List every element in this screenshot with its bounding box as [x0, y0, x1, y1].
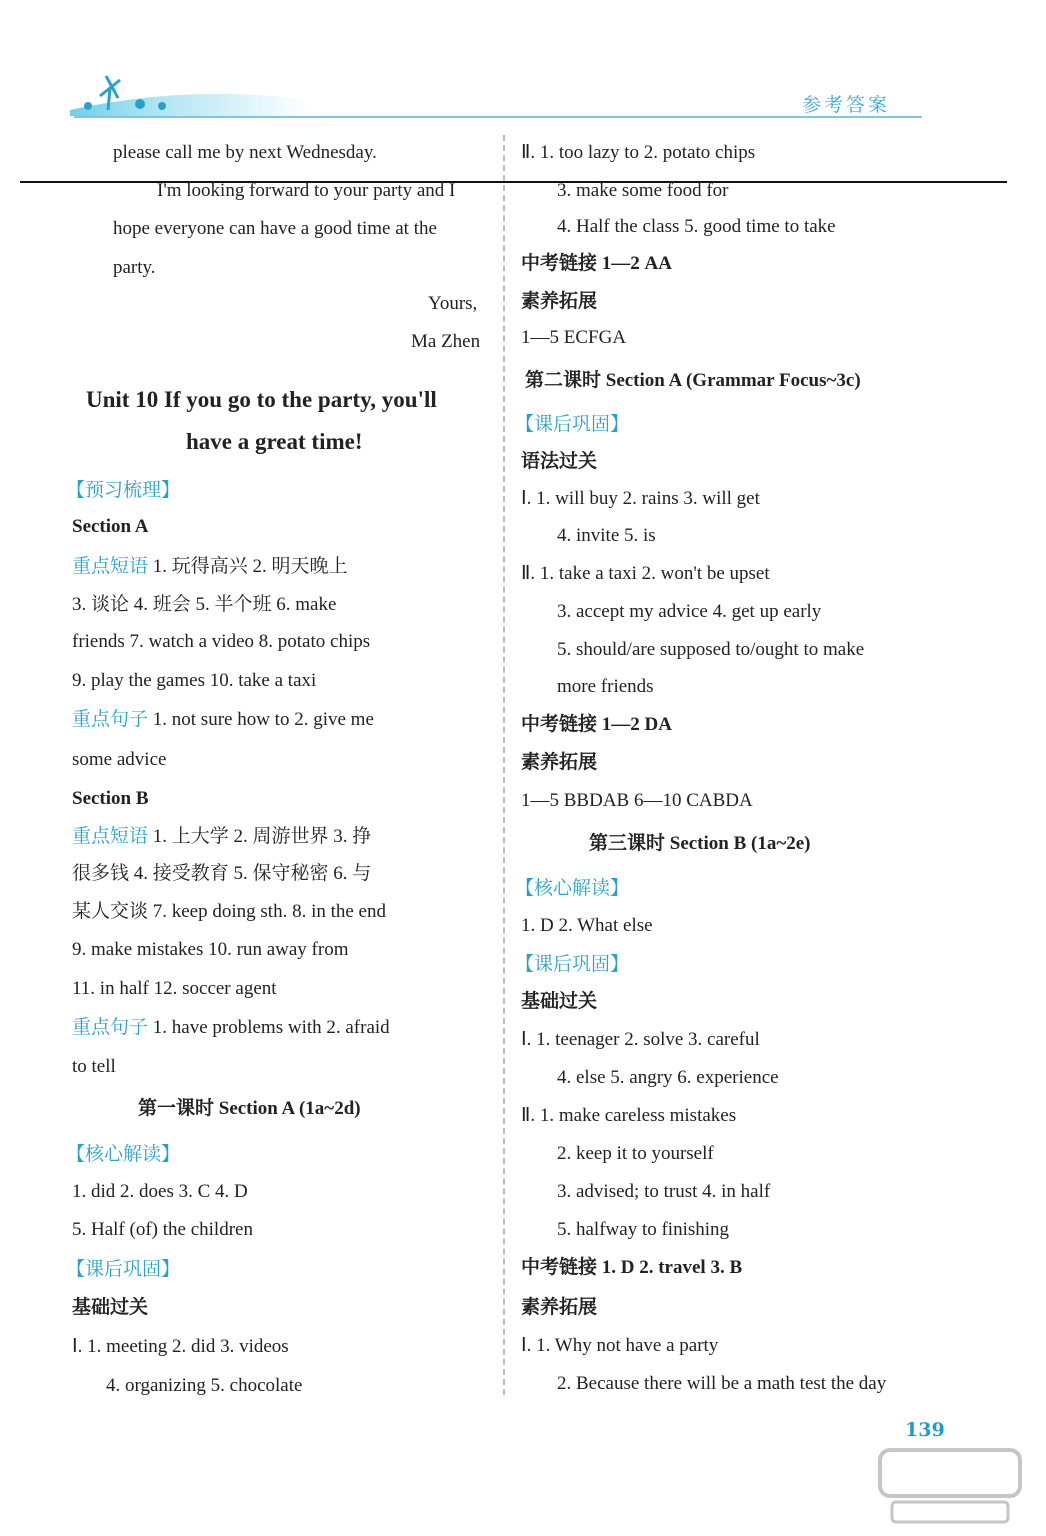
text-line	[72, 1218, 253, 1242]
text-line	[72, 1180, 248, 1204]
line-text: 第二课时 Section A (Grammar Focus~3c)	[525, 370, 861, 391]
text-line	[525, 369, 861, 393]
text-line	[138, 1097, 361, 1121]
line-text: Ma Zhen	[411, 331, 481, 352]
line-text: 1—5 BBDAB 6—10 CABDA	[521, 790, 753, 811]
text-line	[86, 388, 437, 412]
text-line	[72, 1296, 148, 1320]
line-text: 3. advised; to trust 4. in half	[557, 1181, 771, 1202]
text-line	[72, 630, 370, 654]
text-line	[515, 952, 629, 976]
text-line	[557, 600, 821, 624]
text-line	[157, 179, 455, 203]
text-line	[72, 900, 386, 924]
section-label: 重点句子	[72, 708, 149, 730]
line-text: 5. should/are supposed to/ought to make	[557, 639, 865, 660]
line-text: 【课后巩固】	[515, 953, 630, 975]
line-text: Ⅱ. 1. too lazy to 2. potato chips	[521, 142, 756, 163]
text-line	[72, 977, 277, 1001]
line-text: friends 7. watch a video 8. potato chips	[72, 631, 371, 652]
text-line	[72, 1335, 289, 1359]
text-line	[521, 252, 672, 276]
line-text: Ⅰ. 1. will buy 2. rains 3. will get	[521, 488, 760, 509]
line-text: 2. keep it to yourself	[557, 1143, 714, 1164]
line-text: 3. make some food for	[557, 180, 729, 201]
text-line	[589, 832, 811, 856]
text-line	[521, 1104, 736, 1128]
text-line	[515, 876, 629, 900]
line-text: 4. else 5. angry 6. experience	[557, 1067, 779, 1088]
text-line	[411, 330, 480, 354]
line-text: 语法过关	[521, 451, 598, 472]
line-text: 【预习梳理】	[66, 479, 181, 501]
text-line	[557, 1066, 779, 1090]
text-line	[557, 638, 864, 662]
line-text: 中考链接 1—2 AA	[521, 253, 672, 274]
text-line	[72, 707, 374, 732]
line-text: 9. play the games 10. take a taxi	[72, 670, 317, 691]
text-line	[72, 1015, 390, 1040]
text-line	[521, 713, 672, 737]
line-text: please call me by next Wednesday.	[113, 142, 377, 163]
line-text: to tell	[72, 1056, 116, 1077]
line-text: 1. D 2. What else	[521, 915, 653, 936]
column-divider	[503, 135, 505, 1395]
line-text: 第三课时 Section B (1a~2e)	[589, 833, 811, 854]
watermark-logo	[870, 1440, 1030, 1530]
text-line	[186, 430, 363, 454]
text-line	[521, 990, 597, 1014]
text-line	[521, 487, 760, 511]
line-text: 中考链接 1—2 DA	[521, 714, 672, 735]
line-text: more friends	[557, 676, 654, 697]
line-text: Ⅰ. 1. meeting 2. did 3. videos	[72, 1336, 289, 1357]
text-line	[113, 217, 437, 241]
line-text: Section A	[72, 516, 149, 537]
text-line	[72, 748, 166, 772]
line-text: 素养拓展	[521, 291, 598, 312]
text-line	[557, 215, 836, 239]
text-line	[428, 292, 477, 316]
text-line	[72, 862, 371, 886]
line-text: 9. make mistakes 10. run away from	[72, 939, 349, 960]
line-text: 素养拓展	[521, 1297, 598, 1318]
line-text: 1. not sure how to 2. give me	[148, 709, 374, 730]
text-line	[72, 1055, 116, 1079]
text-line	[521, 562, 770, 586]
header-title: 参考答案	[802, 94, 891, 116]
line-text: party.	[113, 257, 156, 278]
line-text: 中考链接 1. D 2. travel 3. B	[521, 1257, 743, 1278]
line-text: 很多钱 4. 接受教育 5. 保守秘密 6. 与	[72, 863, 372, 884]
text-line	[557, 675, 654, 699]
line-text: Unit 10 If you go to the party, you'll	[86, 387, 437, 412]
line-text: 2. Because there will be a math test the day	[557, 1373, 887, 1394]
line-text: 5. halfway to finishing	[557, 1219, 730, 1240]
text-line	[66, 478, 180, 502]
text-line	[106, 1374, 302, 1398]
line-text: Section B	[72, 788, 149, 809]
line-text: 【核心解读】	[66, 1143, 181, 1165]
text-line	[72, 938, 348, 962]
line-text: I'm looking forward to your party and I	[157, 180, 456, 201]
line-text: 1. did 2. does 3. C 4. D	[72, 1181, 248, 1202]
line-text: 1. have problems with 2. afraid	[148, 1017, 390, 1038]
text-line	[521, 789, 753, 813]
text-line	[521, 1334, 718, 1358]
text-line	[72, 593, 336, 617]
text-line	[521, 450, 597, 474]
text-line	[72, 669, 316, 693]
text-line	[521, 914, 653, 938]
line-text: 基础过关	[72, 1297, 149, 1318]
text-line	[521, 326, 626, 350]
header-line	[74, 116, 922, 118]
header-banner	[70, 70, 920, 116]
line-text: 基础过关	[521, 991, 598, 1012]
text-line	[557, 1218, 729, 1242]
line-text: hope everyone can have a good time at the	[113, 218, 437, 239]
text-line	[521, 290, 597, 314]
text-line	[66, 1142, 180, 1166]
text-line	[521, 751, 597, 775]
text-line	[113, 256, 156, 280]
text-line	[515, 412, 629, 436]
text-line	[557, 1372, 886, 1396]
line-text: 3. 谈论 4. 班会 5. 半个班 6. make	[72, 594, 337, 615]
text-line	[521, 141, 755, 165]
text-line	[72, 515, 149, 539]
text-line	[66, 1257, 180, 1281]
text-line	[557, 179, 728, 203]
line-text: 11. in half 12. soccer agent	[72, 978, 277, 999]
line-text: have a great time!	[186, 429, 363, 454]
text-line	[72, 554, 348, 579]
text-line	[521, 1296, 597, 1320]
line-text: some advice	[72, 749, 167, 770]
text-line	[521, 1256, 742, 1280]
text-line	[557, 1142, 714, 1166]
line-text: Ⅱ. 1. make careless mistakes	[521, 1105, 737, 1126]
text-line	[521, 1028, 760, 1052]
line-text: 4. Half the class 5. good time to take	[557, 216, 836, 237]
line-text: Ⅱ. 1. take a taxi 2. won't be upset	[521, 563, 770, 584]
line-text: 5. Half (of) the children	[72, 1219, 253, 1240]
line-text: 1—5 ECFGA	[521, 327, 627, 348]
line-text: 1. 上大学 2. 周游世界 3. 挣	[148, 826, 372, 847]
section-label: 重点短语	[72, 825, 149, 847]
text-line	[113, 141, 377, 165]
text-line	[557, 1180, 770, 1204]
page-number: 139	[905, 1419, 945, 1441]
line-text: Yours,	[428, 293, 478, 314]
line-text: 4. invite 5. is	[557, 525, 656, 546]
line-text: Ⅰ. 1. teenager 2. solve 3. careful	[521, 1029, 760, 1050]
line-text: Ⅰ. 1. Why not have a party	[521, 1335, 719, 1356]
text-line	[557, 524, 656, 548]
line-text: 【课后巩固】	[66, 1258, 181, 1280]
line-text: 【核心解读】	[515, 877, 630, 899]
section-label: 重点短语	[72, 555, 149, 577]
text-line	[72, 824, 371, 849]
line-text: 某人交谈 7. keep doing sth. 8. in the end	[72, 901, 386, 922]
text-line	[72, 787, 149, 811]
line-text: 第一课时 Section A (1a~2d)	[138, 1098, 361, 1119]
section-label: 重点句子	[72, 1016, 149, 1038]
line-text: 1. 玩得高兴 2. 明天晚上	[148, 556, 348, 577]
line-text: 【课后巩固】	[515, 413, 630, 435]
line-text: 3. accept my advice 4. get up early	[557, 601, 822, 622]
line-text: 素养拓展	[521, 752, 598, 773]
line-text: 4. organizing 5. chocolate	[106, 1375, 303, 1396]
